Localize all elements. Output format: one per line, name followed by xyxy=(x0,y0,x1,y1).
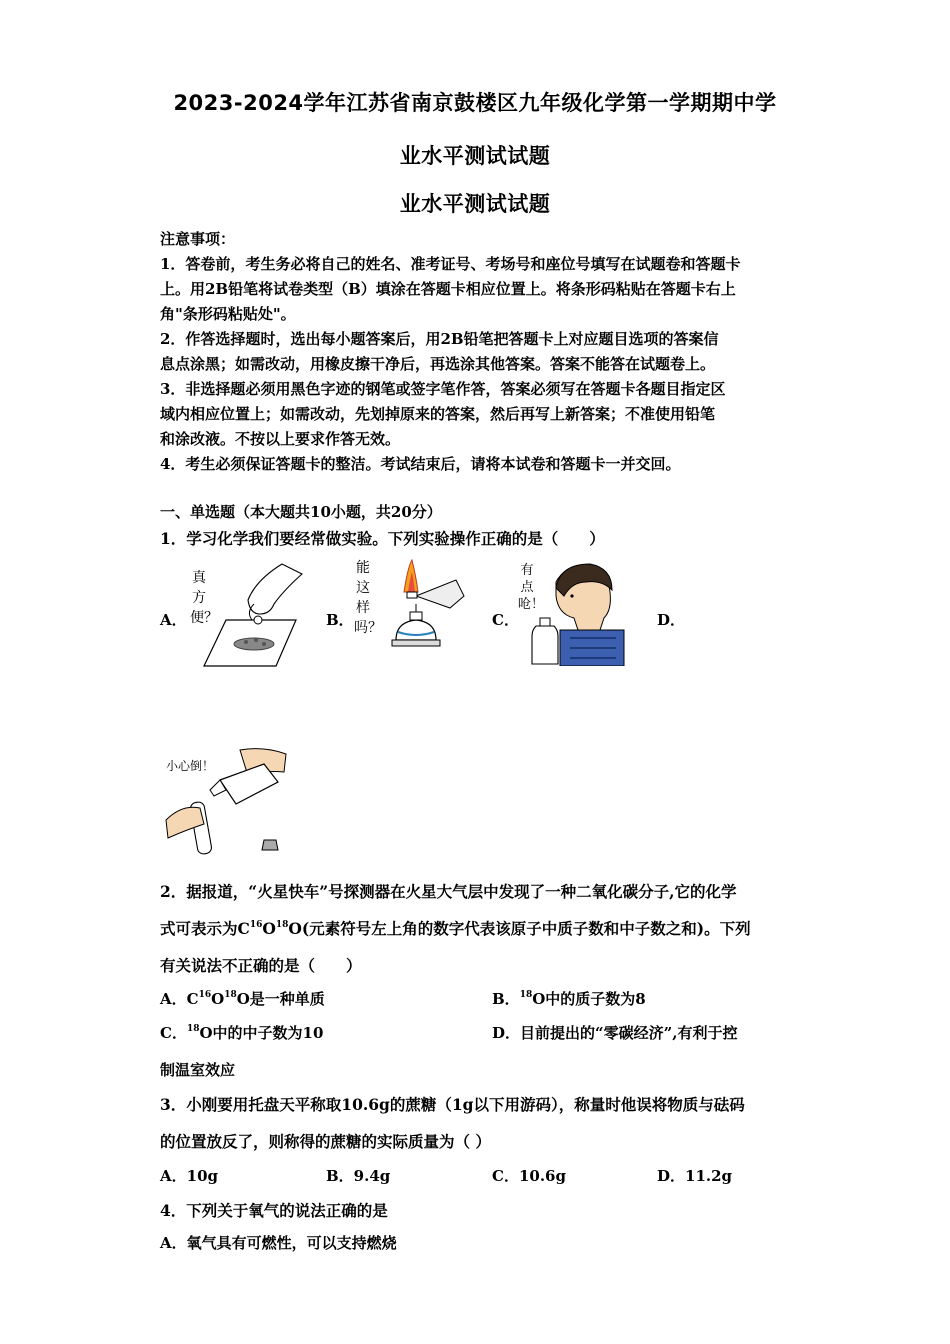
section-heading: 一、单选题（本大题共10小题，共20分） xyxy=(160,503,442,521)
figure-c-smelling-gas xyxy=(516,560,628,666)
figure-d-caption: 小心倒！ xyxy=(166,759,215,773)
page-title-line3: 业水平测试试题 xyxy=(399,192,551,216)
notice-line: 1．答卷前，考生务必将自己的姓名、准考证号、考场号和座位号填写在试题卷和答题卡 xyxy=(160,255,741,273)
q2-option-d-cont: 制温室效应 xyxy=(160,1061,236,1079)
q1-option-b[interactable]: B． xyxy=(326,611,354,629)
notice-line: 和涂改液。不按以上要求作答无效。 xyxy=(160,430,401,448)
q2-stem-line3: 有关说法不正确的是（ ） xyxy=(160,956,362,975)
notice-line: 4．考生必须保证答题卡的整洁。考试结束后，请将本试卷和答题卡一并交回。 xyxy=(160,455,681,473)
q1-option-d[interactable]: D． xyxy=(657,611,686,629)
pouring-liquid-drawing xyxy=(160,742,290,858)
notice-line: 2．作答选择题时，选出每小题答案后，用2B铅笔把答题卡上对应题目选项的答案信 xyxy=(160,330,719,348)
figure-d-pouring-liquid xyxy=(160,742,290,858)
figure-b-alcohol-lamp xyxy=(352,556,472,668)
page-title: 2023-2024学年江苏省南京鼓楼区九年级化学第一学期期中学 xyxy=(173,91,777,115)
notice-heading: 注意事项： xyxy=(160,230,236,248)
q2-stem-line2: 式可表示为$C^{16}O^{18}O$(元素符号左上角的数字代表该原子中质子数和中子数之和)。下列 xyxy=(160,919,751,938)
q2-option-c[interactable]: C．$^{18}$O中的中子数为10 xyxy=(160,1024,324,1042)
notice-line: 息点涂黑；如需改动，用橡皮擦干净后，再选涂其他答案。答案不能答在试题卷上。 xyxy=(160,355,716,373)
q2-option-b[interactable]: B．$^{18}$O中的质子数为8 xyxy=(492,990,646,1008)
q3-option-d[interactable]: D．11.2g xyxy=(657,1167,733,1185)
figure-b-caption: 能这样吗？ xyxy=(354,560,382,636)
q2-option-a[interactable]: A．$C^{16}O^{18}O$是一种单质 xyxy=(160,990,325,1008)
q1-option-a[interactable]: A． xyxy=(160,611,187,629)
q1-stem: 1．学习化学我们要经常做实验。下列实验操作正确的是（ ） xyxy=(160,529,605,548)
figure-c-caption: 有点呛！ xyxy=(518,563,545,612)
figure-a-hand-solid xyxy=(186,560,314,668)
figure-a-caption: 真方便？ xyxy=(190,570,218,626)
notice-line: 角"条形码粘贴处"。 xyxy=(160,305,296,323)
alcohol-lamp-drawing xyxy=(352,556,472,668)
q3-option-c[interactable]: C．10.6g xyxy=(492,1167,566,1185)
q2-option-d[interactable]: D．目前提出的“零碳经济”,有利于控 xyxy=(492,1024,738,1042)
page-title-line2: 业水平测试试题 xyxy=(399,144,551,168)
notice-line: 域内相应位置上；如需改动，先划掉原来的答案，然后再写上新答案；不准使用铅笔 xyxy=(160,405,716,423)
notice-line: 上。用2B铅笔将试卷类型（B）填涂在答题卡相应位置上。将条形码粘贴在答题卡右上 xyxy=(160,280,736,298)
hand-solid-drawing xyxy=(186,560,314,668)
smelling-gas-drawing xyxy=(516,560,628,666)
q3-stem-line1: 3．小刚要用托盘天平称取10.6g的蔗糖（1g以下用游码），称量时他误将物质与砝码 xyxy=(160,1095,745,1114)
notice-line: 3．非选择题必须用黑色字迹的钢笔或签字笔作答，答案必须写在答题卡各题目指定区 xyxy=(160,380,726,398)
q3-option-b[interactable]: B．9.4g xyxy=(326,1167,391,1185)
q3-stem-line2: 的位置放反了，则称得的蔗糖的实际质量为（ ） xyxy=(160,1132,491,1151)
q4-stem: 4．下列关于氧气的说法正确的是 xyxy=(160,1201,388,1220)
q1-option-c[interactable]: C． xyxy=(492,611,519,629)
q3-option-a[interactable]: A．10g xyxy=(160,1167,219,1185)
q4-option-a[interactable]: A．氧气具有可燃性，可以支持燃烧 xyxy=(160,1234,397,1252)
q2-stem-line1: 2．据报道，“火星快车”号探测器在火星大气层中发现了一种二氧化碳分子,它的化学 xyxy=(160,882,737,901)
